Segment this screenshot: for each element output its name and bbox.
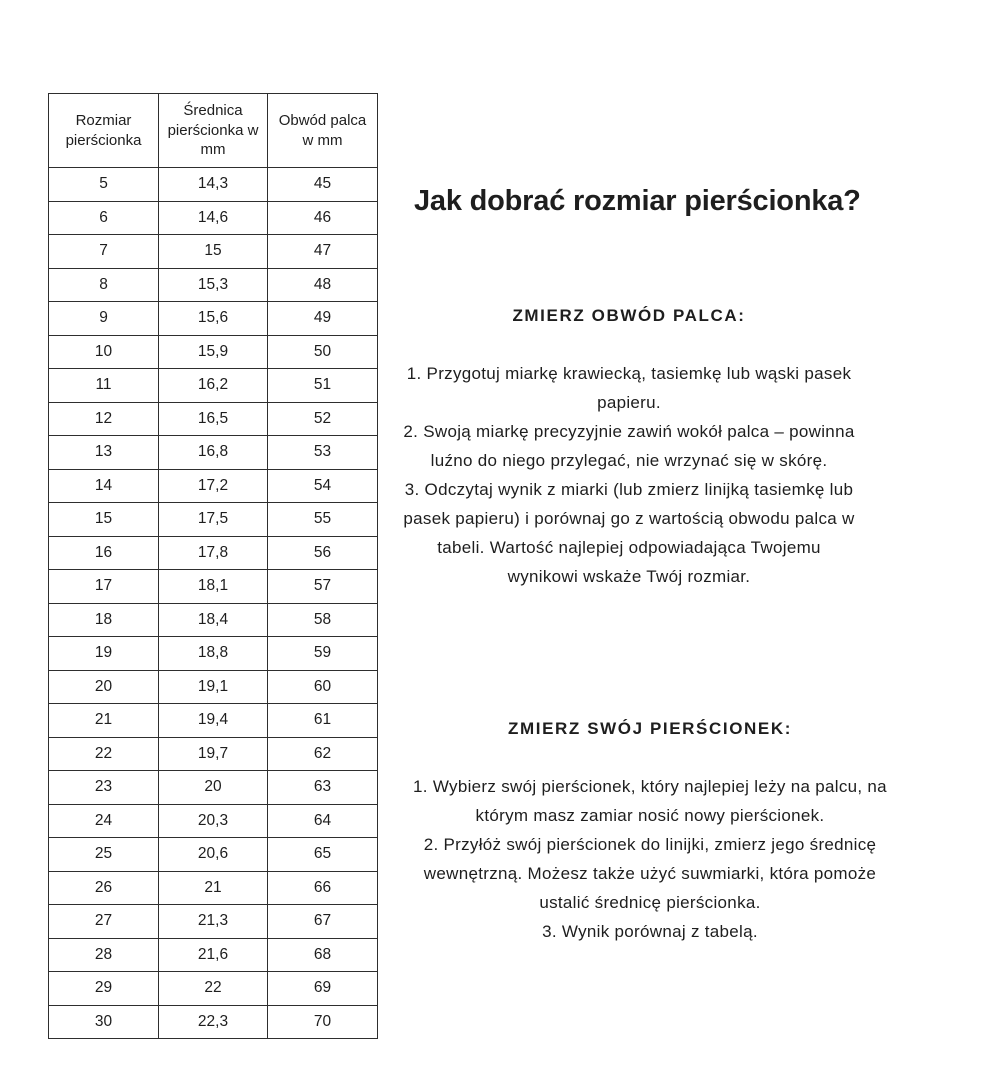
col-header-finger-circumference: Obwód palca w mm [268, 94, 378, 168]
section-heading-measure-finger: ZMIERZ OBWÓD PALCA: [512, 306, 746, 325]
table-cell: 28 [49, 938, 159, 972]
table-cell: 14 [49, 469, 159, 503]
table-cell: 48 [268, 268, 378, 302]
instruction-step: 2. Swoją miarkę precyzyjnie zawiń wokół palca – powinna luźno do niego przylegać, nie wrzynać się w skórę. [403, 422, 855, 470]
instruction-step: 3. Odczytaj wynik z miarki (lub zmierz linijką tasiemkę lub pasek papieru) i porównaj go z wartością obwodu palca w tabeli. Wartość najlepiej odpowiadająca Twojemu wynikowi wskaże Twój rozmiar. [403, 480, 855, 586]
table-cell: 58 [268, 603, 378, 637]
col-header-ring-diameter: Średnica pierścionka w mm [159, 94, 268, 168]
table-cell: 18 [49, 603, 159, 637]
table-cell: 68 [268, 938, 378, 972]
table-cell: 20 [49, 670, 159, 704]
table-row [49, 168, 378, 202]
table-cell: 22,3 [159, 1005, 268, 1039]
table-cell: 54 [268, 469, 378, 503]
table-cell: 19,4 [159, 704, 268, 738]
table-cell: 51 [268, 369, 378, 403]
table-cell: 15 [159, 235, 268, 269]
table-row [49, 469, 378, 503]
table-cell: 16,8 [159, 436, 268, 470]
table-row [49, 503, 378, 537]
table-cell: 70 [268, 1005, 378, 1039]
table-row [49, 938, 378, 972]
table-cell: 19 [49, 637, 159, 671]
table-cell: 21 [159, 871, 268, 905]
table-row [49, 570, 378, 604]
table-cell: 66 [268, 871, 378, 905]
table-row [49, 603, 378, 637]
table-row [49, 1005, 378, 1039]
table-cell: 16,5 [159, 402, 268, 436]
table-cell: 15,6 [159, 302, 268, 336]
table-cell: 25 [49, 838, 159, 872]
table-row [49, 235, 378, 269]
table-cell: 18,8 [159, 637, 268, 671]
table-row [49, 804, 378, 838]
table-cell: 15 [49, 503, 159, 537]
table-cell: 23 [49, 771, 159, 805]
table-row [49, 838, 378, 872]
table-cell: 21,3 [159, 905, 268, 939]
table-cell: 14,6 [159, 201, 268, 235]
table-cell: 15,3 [159, 268, 268, 302]
table-row [49, 369, 378, 403]
table-cell: 24 [49, 804, 159, 838]
section-heading-measure-ring: ZMIERZ SWÓJ PIERŚCIONEK: [508, 719, 792, 738]
table-cell: 50 [268, 335, 378, 369]
table-row [49, 268, 378, 302]
table-cell: 46 [268, 201, 378, 235]
section-measure-finger [400, 306, 858, 591]
table-cell: 7 [49, 235, 159, 269]
table-cell: 18,4 [159, 603, 268, 637]
table-row [49, 972, 378, 1006]
table-row [49, 436, 378, 470]
table-cell: 14,3 [159, 168, 268, 202]
table-cell: 26 [49, 871, 159, 905]
table-cell: 12 [49, 402, 159, 436]
table-cell: 9 [49, 302, 159, 336]
table-cell: 63 [268, 771, 378, 805]
table-row [49, 905, 378, 939]
table-cell: 13 [49, 436, 159, 470]
steps-measure-ring [400, 772, 900, 946]
table-cell: 27 [49, 905, 159, 939]
table-row [49, 771, 378, 805]
table-cell: 64 [268, 804, 378, 838]
table-cell: 21 [49, 704, 159, 738]
table-cell: 20,6 [159, 838, 268, 872]
table-cell: 61 [268, 704, 378, 738]
table-cell: 52 [268, 402, 378, 436]
instruction-step: 2. Przyłóż swój pierścionek do linijki, zmierz jego średnicę wewnętrzną. Możesz także użyć suwmiarki, która pomoże ustalić średnicę pierścionka. [423, 835, 877, 912]
table-cell: 17 [49, 570, 159, 604]
instruction-step: 1. Przygotuj miarkę krawiecką, tasiemkę lub wąski pasek papieru. [406, 364, 852, 412]
table-row [49, 302, 378, 336]
table-cell: 18,1 [159, 570, 268, 604]
table-cell: 45 [268, 168, 378, 202]
instruction-step: 3. Wynik porównaj z tabelą. [542, 922, 758, 941]
table-cell: 69 [268, 972, 378, 1006]
table-cell: 62 [268, 737, 378, 771]
table-row [49, 871, 378, 905]
table-cell: 65 [268, 838, 378, 872]
section-measure-ring [400, 719, 900, 946]
steps-measure-finger [400, 359, 858, 591]
col-header-ring-size: Rozmiar pierścionka [49, 94, 159, 168]
table-cell: 30 [49, 1005, 159, 1039]
table-row [49, 536, 378, 570]
table-cell: 6 [49, 201, 159, 235]
table-cell: 19,1 [159, 670, 268, 704]
table-cell: 17,8 [159, 536, 268, 570]
table-cell: 20,3 [159, 804, 268, 838]
table-cell: 60 [268, 670, 378, 704]
table-row [49, 670, 378, 704]
table-cell: 22 [159, 972, 268, 1006]
instruction-step: 1. Wybierz swój pierścionek, który najlepiej leży na palcu, na którym masz zamiar nosić nowy pierścionek. [413, 777, 887, 825]
table-cell: 17,2 [159, 469, 268, 503]
table-header-row [49, 94, 378, 168]
table-body [49, 168, 378, 1039]
table-row [49, 335, 378, 369]
table-cell: 19,7 [159, 737, 268, 771]
table-cell: 55 [268, 503, 378, 537]
table-cell: 53 [268, 436, 378, 470]
table-cell: 22 [49, 737, 159, 771]
table-cell: 56 [268, 536, 378, 570]
table-cell: 8 [49, 268, 159, 302]
table-cell: 47 [268, 235, 378, 269]
table-row [49, 737, 378, 771]
table-cell: 15,9 [159, 335, 268, 369]
table-cell: 11 [49, 369, 159, 403]
table-cell: 49 [268, 302, 378, 336]
table-cell: 29 [49, 972, 159, 1006]
table-cell: 21,6 [159, 938, 268, 972]
table-row [49, 201, 378, 235]
table-cell: 59 [268, 637, 378, 671]
table-cell: 57 [268, 570, 378, 604]
table-cell: 17,5 [159, 503, 268, 537]
table-row [49, 637, 378, 671]
table-cell: 67 [268, 905, 378, 939]
table-cell: 20 [159, 771, 268, 805]
page-title: Jak dobrać rozmiar pierścionka? [414, 185, 861, 218]
table-cell: 16,2 [159, 369, 268, 403]
table-cell: 16 [49, 536, 159, 570]
table-cell: 5 [49, 168, 159, 202]
table-row [49, 704, 378, 738]
table-row [49, 402, 378, 436]
table-cell: 10 [49, 335, 159, 369]
ring-size-table [48, 93, 378, 1039]
